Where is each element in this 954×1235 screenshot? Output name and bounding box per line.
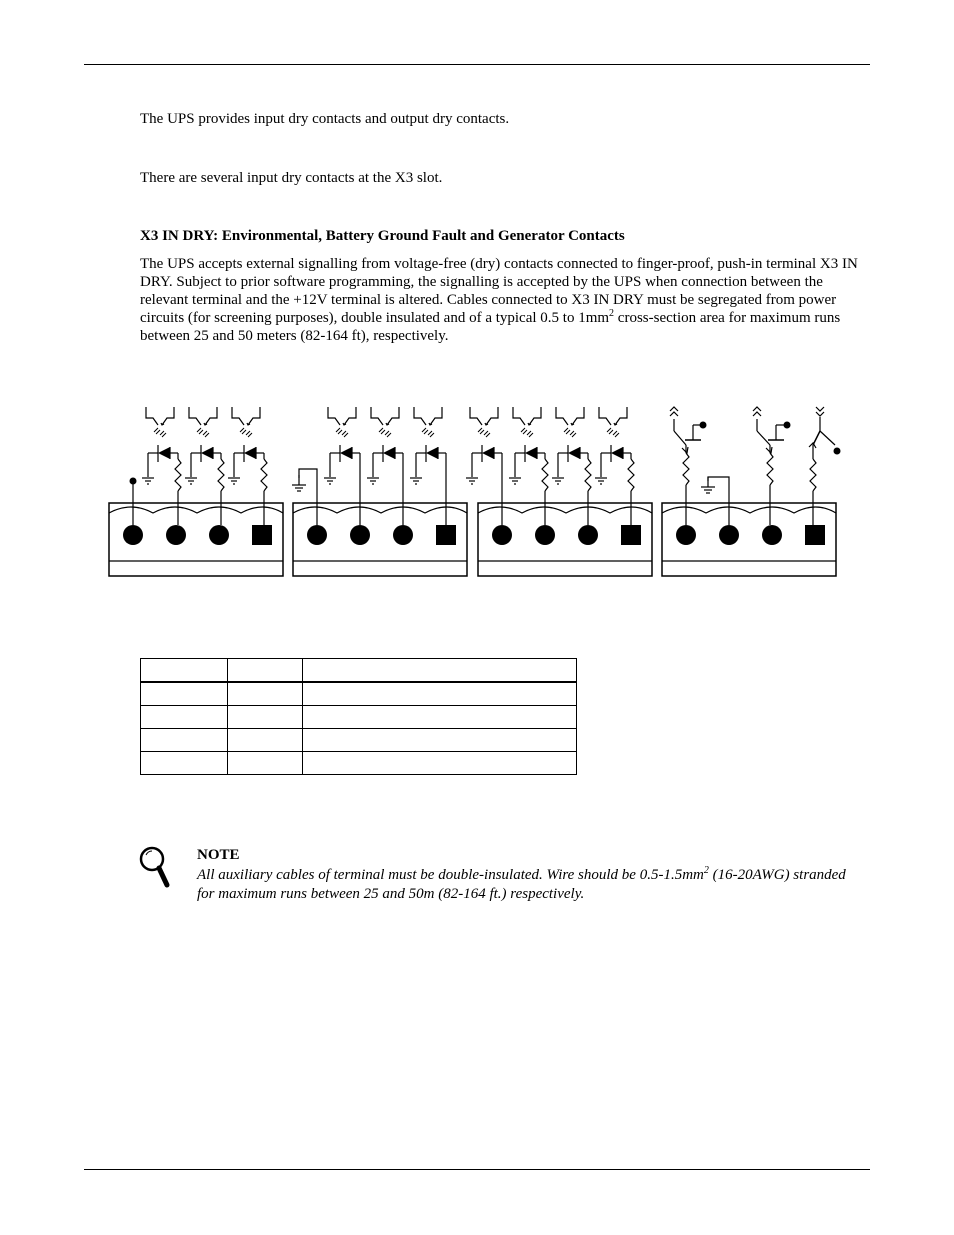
table-header-cell (228, 659, 303, 683)
note-text (197, 866, 857, 904)
section-body-text: The UPS accepts external signalling from voltage-free (dry) contacts connected to finger-proof, push-in terminal X3 IN DRY. Subject to prior software programming, the signalling is accepted by the UPS when connection between the relevant terminal and the +12V terminal is altered. Cables connected to X3 IN DRY must be segregated from power circuits (for screening purposes), double insulated and of a typical 0.5 to 1mm (140, 256, 858, 326)
x3-in-dry-circuit-diagram (100, 395, 850, 585)
table-cell (141, 729, 228, 752)
transistor-icon (753, 407, 791, 453)
table-cell (228, 729, 303, 752)
table-cell (303, 729, 577, 752)
table-cell (228, 706, 303, 729)
optocoupler-icon (595, 407, 631, 484)
intro-line-2: There are several input dry contacts at the X3 slot. (140, 170, 443, 186)
optocoupler-icon (509, 407, 545, 484)
footer-rule (84, 1169, 870, 1170)
header-rule (84, 64, 870, 65)
terminal-block-1 (109, 407, 283, 576)
pin-table (140, 658, 577, 775)
section-body (140, 255, 868, 345)
table-header-row (141, 659, 577, 683)
section-body-text-end: cross-section area for maximum runs between 25 and 50 meters (82-164 ft), respectively. (140, 310, 841, 344)
ground-icon (701, 477, 715, 493)
table-cell (141, 682, 228, 706)
table-cell (303, 752, 577, 775)
optocoupler-icon (410, 407, 446, 484)
table-cell (228, 682, 303, 706)
note-text-body: All auxiliary cables of terminal must be double-insulated. Wire should be 0.5-1.5mm (197, 867, 704, 883)
transistor-icon (670, 407, 707, 453)
optocoupler-icon (324, 407, 360, 484)
table-row (141, 752, 577, 775)
intro-line-1: The UPS provides input dry contacts and output dry contacts. (140, 111, 510, 127)
table-row (141, 682, 577, 706)
table-row (141, 729, 577, 752)
note-title: NOTE (197, 847, 240, 863)
terminal-block-4 (662, 407, 841, 576)
table-row (141, 706, 577, 729)
optocoupler-icon (185, 407, 221, 484)
optocoupler-icon (552, 407, 588, 484)
optocoupler-icon (367, 407, 403, 484)
table-cell (303, 682, 577, 706)
optocoupler-icon (466, 407, 502, 484)
section-heading: X3 IN DRY: Environmental, Battery Ground Fault and Generator Contacts (140, 228, 625, 244)
note-text-end: (16-20AWG) stranded for maximum runs between 25 and 50m (82-164 ft.) respectively. (197, 867, 846, 902)
optocoupler-icon (228, 407, 264, 484)
ground-icon (292, 475, 306, 491)
optocoupler-icon (142, 407, 178, 484)
table-header-cell (141, 659, 228, 683)
magnifier-icon (138, 845, 172, 891)
terminal-block-2 (292, 407, 467, 576)
table-header-cell (303, 659, 577, 683)
table-cell (141, 706, 228, 729)
table-cell (228, 752, 303, 775)
table-cell (303, 706, 577, 729)
note-superscript: 2 (703, 865, 709, 876)
terminal-block-3 (466, 407, 652, 576)
transistor-icon (809, 407, 841, 459)
table-cell (141, 752, 228, 775)
section-body-superscript: 2 (609, 308, 615, 319)
